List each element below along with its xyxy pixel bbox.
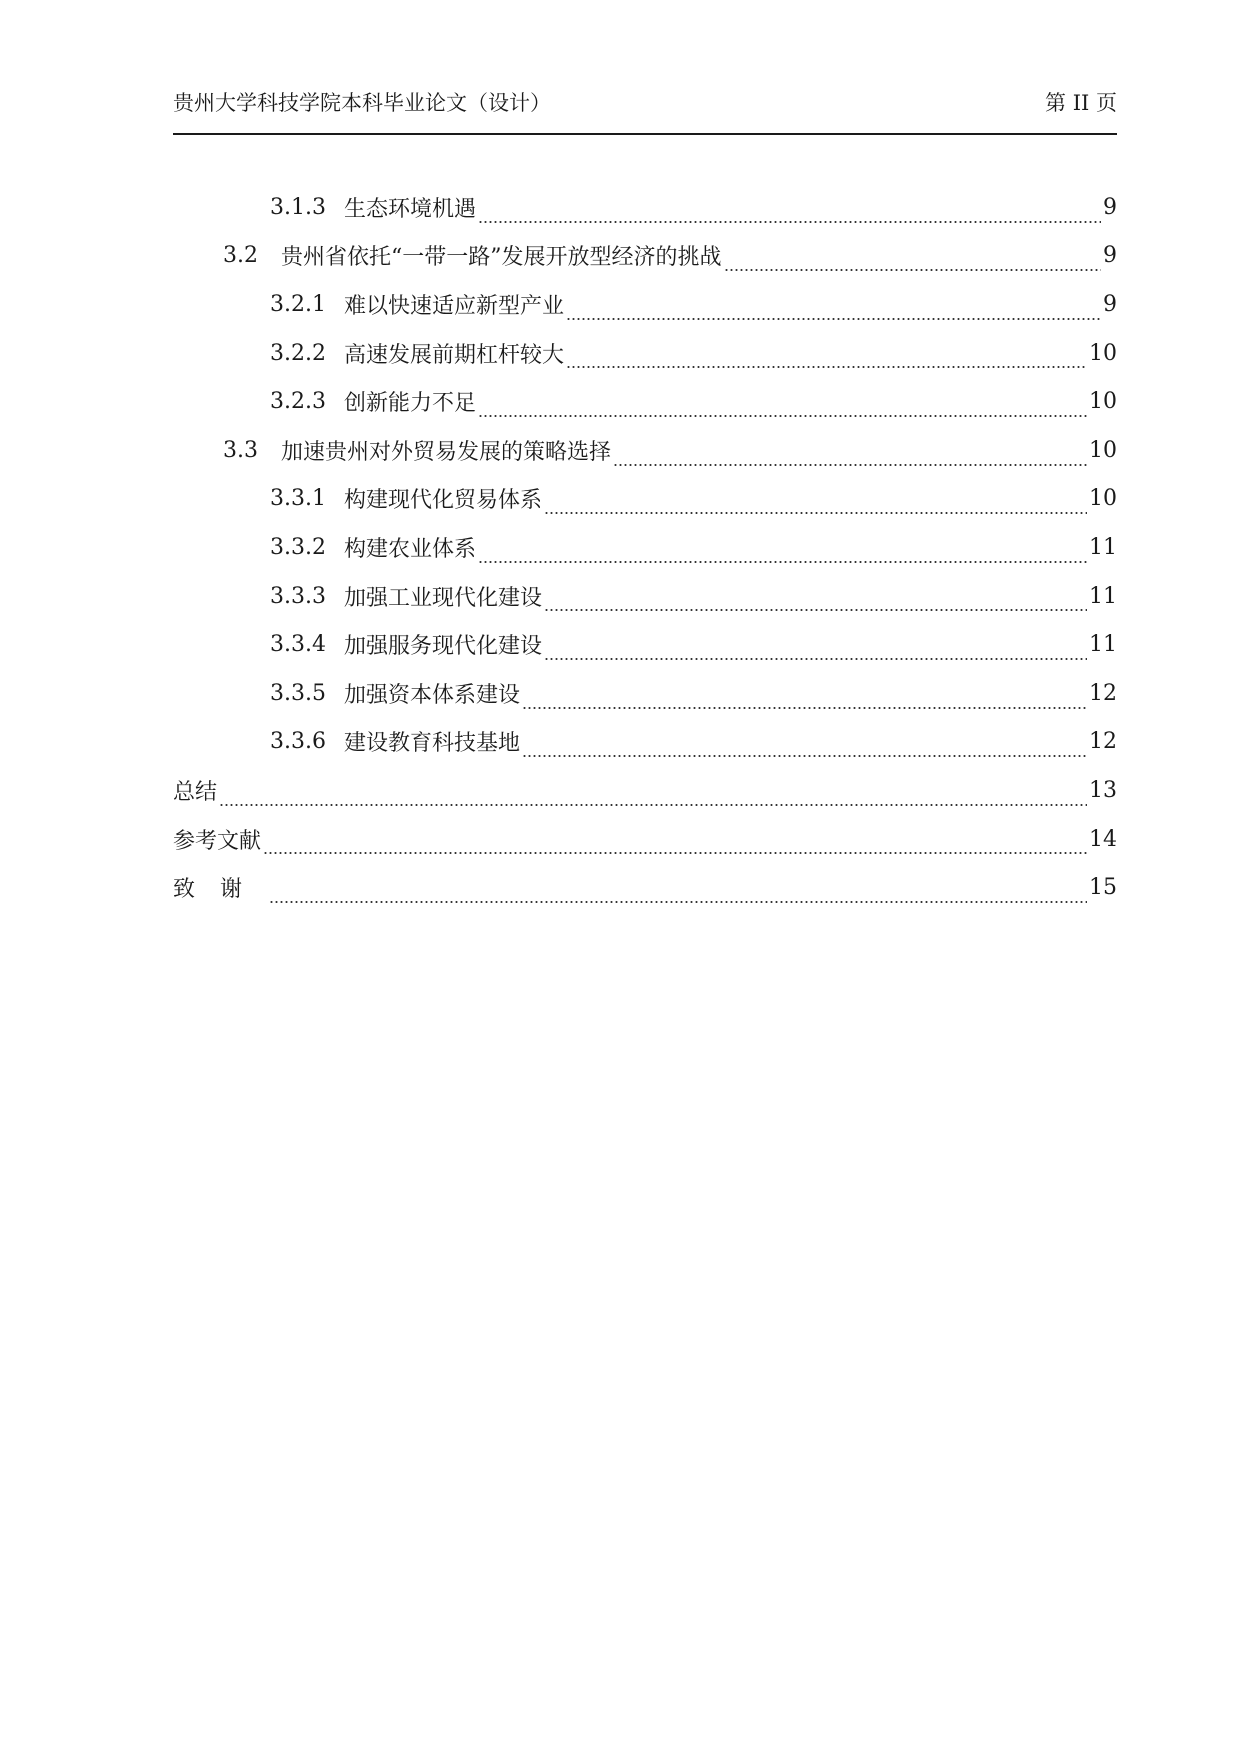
toc-entry-title: 生态环境机遇: [344, 196, 477, 222]
toc-entry-page: 10: [1089, 437, 1117, 463]
toc-entry-title: 构建现代化贸易体系: [344, 488, 543, 514]
toc-entry-page: 15: [1089, 875, 1117, 901]
toc-entry-page: 10: [1089, 486, 1117, 512]
header-rule: [173, 133, 1117, 135]
dot-leader: [566, 353, 1087, 369]
toc-entry-title: 创新能力不足: [344, 391, 477, 417]
toc-entry[interactable]: [173, 620, 1117, 669]
toc-entry[interactable]: [173, 329, 1117, 378]
toc-entry[interactable]: [173, 863, 1117, 912]
dot-leader: [269, 888, 1087, 904]
dot-leader: [724, 256, 1102, 272]
toc-entry-number: 3.3.2: [270, 534, 326, 560]
dot-leader: [522, 742, 1087, 758]
toc-entry-number: 3.2.2: [270, 340, 326, 366]
toc-entry-title: 难以快速适应新型产业: [344, 293, 565, 319]
toc-entry-page: 11: [1089, 534, 1117, 560]
toc-entry[interactable]: [173, 815, 1117, 864]
toc-entry-title: 总结: [173, 779, 218, 805]
toc-entry[interactable]: [173, 377, 1117, 426]
toc-entry-title: 贵州省依托“一带一路”发展开放型经济的挑战: [281, 245, 722, 271]
dot-leader: [522, 694, 1087, 710]
page-header: [173, 86, 1117, 118]
dot-leader: [478, 548, 1087, 564]
toc-entry-number: 3.3: [223, 437, 258, 463]
table-of-contents: [173, 183, 1117, 912]
dot-leader: [478, 208, 1101, 224]
toc-entry-number: 3.2: [223, 243, 258, 269]
toc-entry-number: 3.3.6: [270, 729, 326, 755]
toc-entry-title: 加强服务现代化建设: [344, 634, 543, 660]
toc-entry-page: 9: [1103, 243, 1117, 269]
dot-leader: [566, 305, 1101, 321]
toc-entry[interactable]: [173, 475, 1117, 524]
toc-entry-page: 13: [1089, 777, 1117, 803]
dot-leader: [544, 596, 1087, 612]
toc-entry-title: 致谢: [173, 877, 268, 903]
toc-entry-title: 构建农业体系: [344, 536, 477, 562]
toc-entry-title: 高速发展前期杠杆较大: [344, 342, 565, 368]
toc-entry-number: 3.3.5: [270, 680, 326, 706]
toc-entry-number: 3.1.3: [270, 194, 326, 220]
toc-entry[interactable]: [173, 426, 1117, 475]
toc-entry-number: 3.3.3: [270, 583, 326, 609]
dot-leader: [544, 645, 1087, 661]
toc-entry-title: 加强工业现代化建设: [344, 585, 543, 611]
toc-entry-title: 建设教育科技基地: [344, 731, 521, 757]
toc-entry[interactable]: [173, 718, 1117, 767]
toc-entry-page: 10: [1089, 340, 1117, 366]
header-page-number: 第 II 页: [1045, 91, 1117, 115]
toc-entry[interactable]: [173, 523, 1117, 572]
toc-entry[interactable]: [173, 669, 1117, 718]
toc-entry-page: 14: [1089, 826, 1117, 852]
dot-leader: [219, 791, 1087, 807]
toc-entry-page: 11: [1089, 583, 1117, 609]
toc-entry-page: 10: [1089, 389, 1117, 415]
toc-entry-number: 3.2.3: [270, 389, 326, 415]
dot-leader: [263, 839, 1087, 855]
toc-entry-page: 9: [1103, 291, 1117, 317]
toc-entry[interactable]: [173, 280, 1117, 329]
toc-entry-title: 加强资本体系建设: [344, 682, 521, 708]
toc-entry[interactable]: [173, 572, 1117, 621]
toc-entry-page: 11: [1089, 632, 1117, 658]
dot-leader: [544, 499, 1087, 515]
toc-entry-number: 3.3.1: [270, 486, 326, 512]
toc-entry[interactable]: [173, 183, 1117, 232]
toc-entry-title: 加速贵州对外贸易发展的策略选择: [281, 439, 612, 465]
toc-entry-number: 3.3.4: [270, 632, 326, 658]
toc-entry-page: 12: [1089, 729, 1117, 755]
toc-entry[interactable]: [173, 232, 1117, 281]
toc-entry-title: 参考文献: [173, 828, 262, 854]
toc-entry-page: 9: [1103, 194, 1117, 220]
dot-leader: [613, 451, 1087, 467]
toc-entry[interactable]: [173, 766, 1117, 815]
toc-entry-number: 3.2.1: [270, 291, 326, 317]
toc-entry-page: 12: [1089, 680, 1117, 706]
header-title: 贵州大学科技学院本科毕业论文（设计）: [173, 91, 551, 115]
dot-leader: [478, 402, 1087, 418]
